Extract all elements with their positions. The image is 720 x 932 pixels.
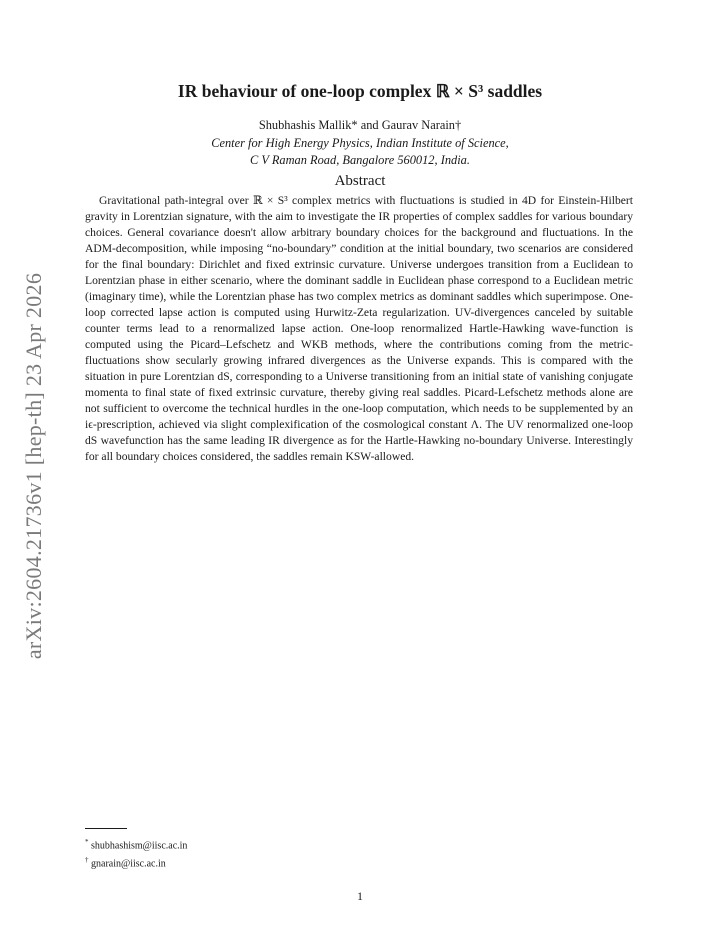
abstract-heading: Abstract [334,173,386,189]
page-number: 1 [357,889,363,903]
footnote-rule [85,828,127,829]
author-line: Shubhashis Mallik* and Gaurav Narain† [258,118,462,132]
affiliation-line-2: C V Raman Road, Bangalore 560012, India. [250,153,470,167]
footnote-mark-2: † [85,856,89,865]
footnote-email-1[interactable]: shubhashism@iisc.ac.in [91,840,188,852]
affiliation-line-1: Center for High Energy Physics, Indian Institute of Science, [211,136,509,150]
footnote-2 [85,853,187,871]
abstract-paragraph: Gravitational path-integral over ℝ × S³ complex metrics with fluctuations is studied in 4D for Einstein-Hilbert gravity in Lorentzian signature, with the aim to investigate the IR properties of complex saddles for various boundary choices. General covariance doesn't allow arbitrary boundary choices for the background and fluctuations. In the ADM-decomposition, while imposing “no-boundary” condition at the initial boundary, two scenarios are considered for the final boundary: Dirichlet and fixed extrinsic curvature. Universe undergoes transition from a Euclidean to Lorentzian phase in either scenario, where the dominant saddle in Euclidean phase correspond to a Euclidean metric (imaginary time), while the Lorentzian phase has two complex metrics as dominant saddles which superimpose. One-loop corrected lapse action is computed using Hurwitz-Zeta regularization. UV-divergences canceled by suitable counter terms lead to a renormalized lapse action. One-loop renormalized Hartle-Hawking wave-function is computed using the Picard–Lefschetz and WKB methods, where the contributions coming from the metric-fluctuations show secularly growing infrared divergences as the Universe expands. This is compared with the situation in pure Lorentzian dS, corresponding to a Universe transitioning from an initial state of vanishing conjugate momenta to final state of fixed extrinsic curvature, thereby giving real saddles. Picard-Lefschetz methods alone are not sufficient to overcome the technical hurdles in the one-loop computation, which needs to be supplemented by an iϵ-prescription, achieved via slight complexification of the cosmological constant Λ. The UV renormalized one-loop dS wavefunction has the same leading IR divergence as for the Hartle-Hawking no-boundary Universe. Interestingly for all boundary choices considered, the saddles remain KSW-allowed. [85,194,633,463]
footnote-1 [85,835,187,853]
abstract-section [85,193,633,465]
paper-title: IR behaviour of one-loop complex ℝ × S³ saddles [177,81,543,101]
arxiv-identifier-stamp: arXiv:2604.21736v1 [hep-th] 23 Apr 2026 [21,272,46,660]
footnotes [85,835,187,872]
footnote-mark-1: * [85,838,89,846]
footnote-email-2[interactable]: gnarain@iisc.ac.in [91,858,166,870]
